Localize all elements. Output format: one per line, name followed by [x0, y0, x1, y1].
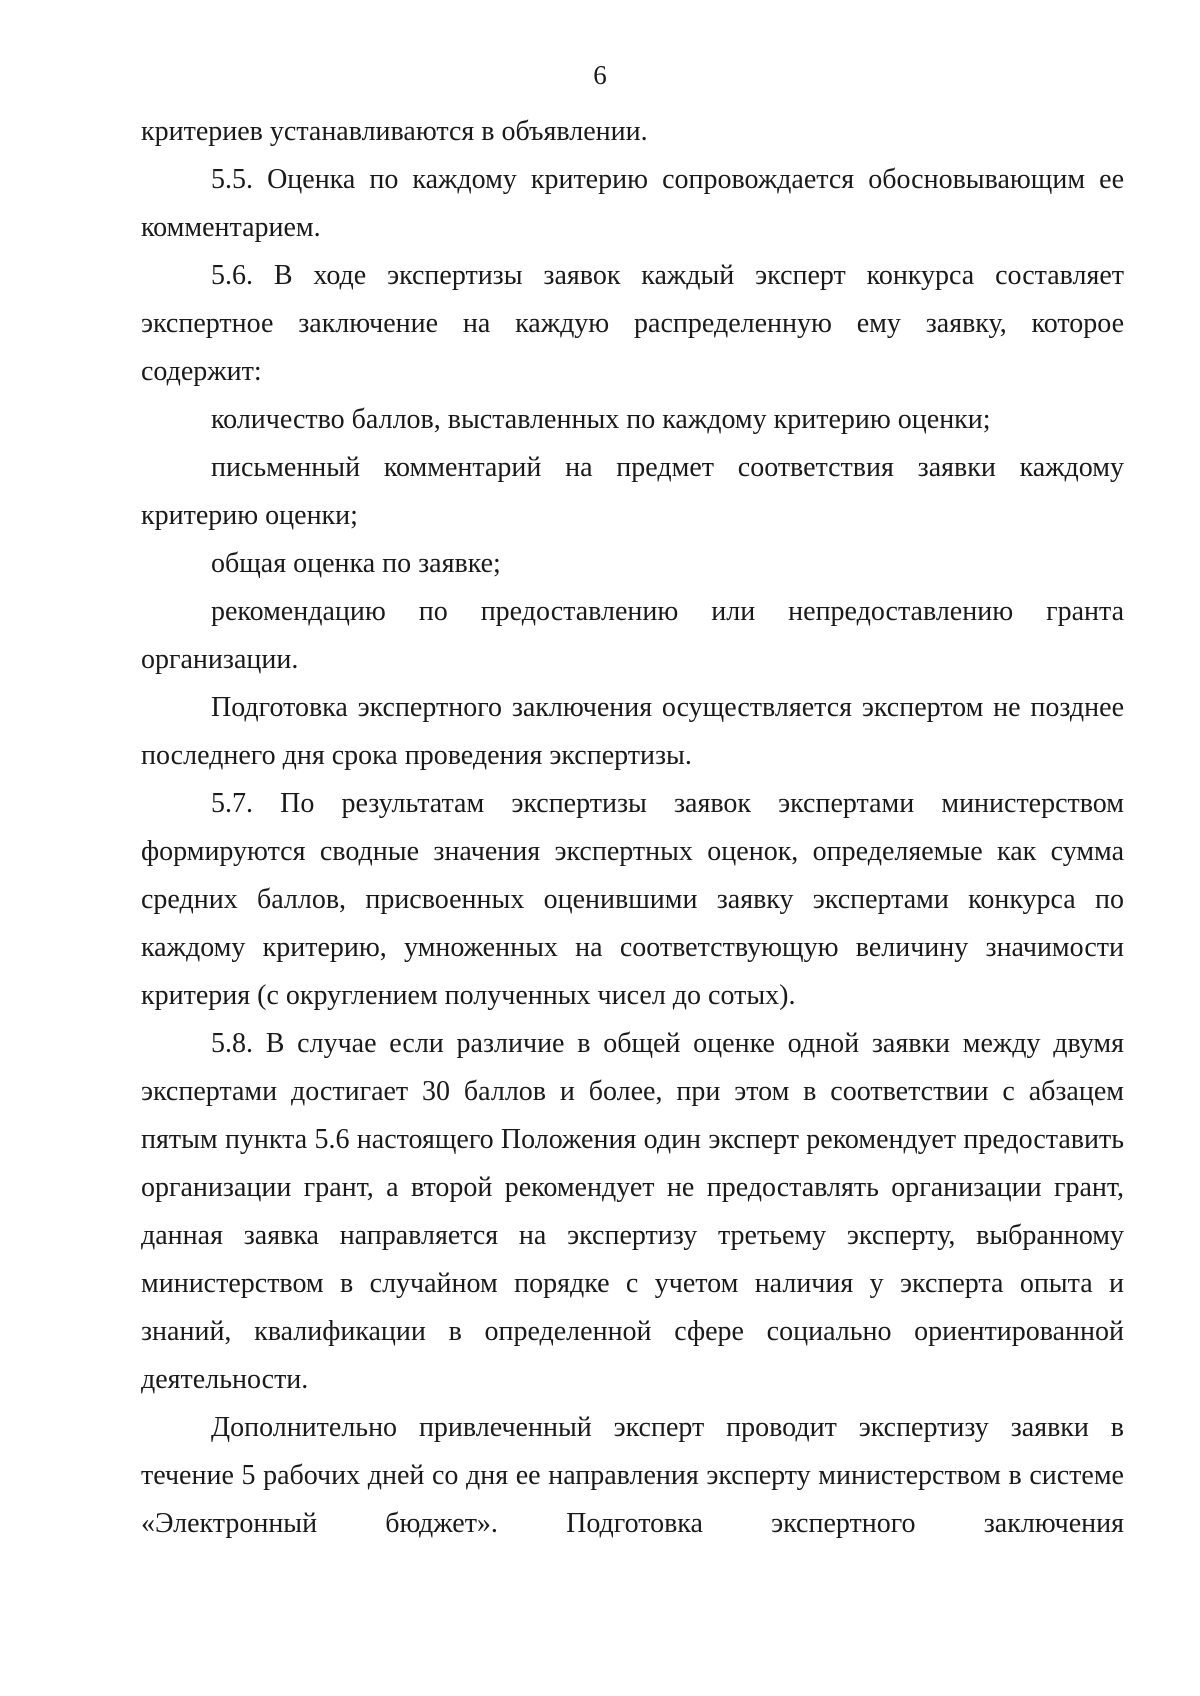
document-body — [141, 108, 1124, 1548]
list-item-recommendation: рекомендацию по предоставлению или непредоставлению гранта организации. — [141, 596, 1124, 675]
list-item-written-comment: письменный комментарий на предмет соответствия заявки каждому критерию оценки; — [141, 452, 1124, 531]
paragraph-5-5: 5.5. Оценка по каждому критерию сопровождается обосновывающим ее комментарием. — [141, 164, 1124, 243]
page-number: 6 — [593, 60, 607, 90]
paragraph-5-6: 5.6. В ходе экспертизы заявок каждый эксперт конкурса составляет экспертное заключение на каждую распределенную ему заявку, которое содержит: — [141, 260, 1124, 387]
paragraph-5-8: 5.8. В случае если различие в общей оценке одной заявки между двумя экспертами достигает 30 баллов и более, при этом в соответствии с абзацем пятым пункта 5.6 настоящего Положения один эксперт рекомендует предоставить организации грант, а второй рекомендует не предоставлять организации грант, данная заявка направляется на экспертизу третьему эксперту, выбранному министерством в случайном порядке с учетом наличия у эксперта опыта и знаний, квалификации в определенной сфере социально ориентированной деятельности. — [141, 1028, 1124, 1395]
paragraph-expert-deadline: Подготовка экспертного заключения осуществляется экспертом не позднее последнего дня срока проведения экспертизы. — [141, 692, 1124, 771]
paragraph-criteria-announcement: критериев устанавливаются в объявлении. — [141, 116, 648, 147]
list-item-score-count: количество баллов, выставленных по каждому критерию оценки; — [211, 404, 991, 435]
list-item-overall-score: общая оценка по заявке; — [211, 548, 501, 579]
paragraph-additional-expert: Дополнительно привлеченный эксперт проводит экспертизу заявки в течение 5 рабочих дней со дня ее направления эксперту министерством в системе «Электронный бюджет». Подготовка экспертного заключения — [141, 1412, 1124, 1539]
paragraph-5-7: 5.7. По результатам экспертизы заявок экспертами министерством формируются сводные значения экспертных оценок, определяемые как сумма средних баллов, присвоенных оценившими заявку экспертами конкурса по каждому критерию, умноженных на соответствующую величину значимости критерия (с округлением полученных чисел до сотых). — [141, 788, 1124, 1011]
